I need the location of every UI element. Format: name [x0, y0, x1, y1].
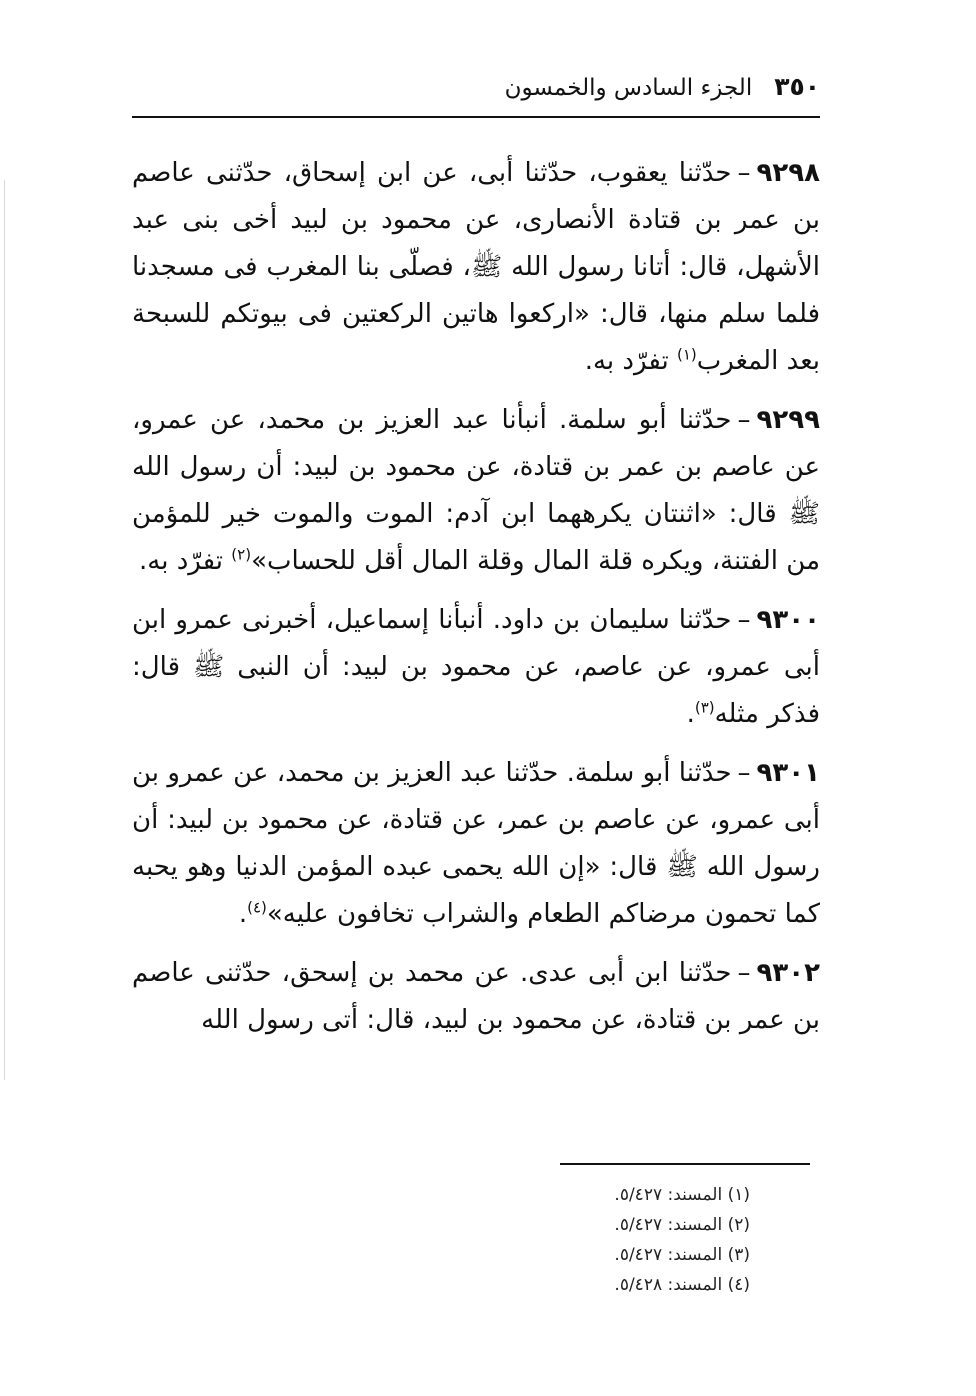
- footnote-reference[interactable]: (٢): [231, 545, 252, 564]
- dash-separator: –: [737, 758, 751, 788]
- footnote-item: (٣) المسند: ٥/٤٢٧.: [614, 1245, 750, 1265]
- hadith-closing: تفرّد به.: [139, 546, 232, 576]
- hadith-closing: .: [686, 699, 695, 729]
- footnote-reference[interactable]: (١): [676, 345, 697, 364]
- footnote-item: (١) المسند: ٥/٤٢٧.: [614, 1185, 750, 1205]
- hadith-text: حدّثنا ابن أبى عدى. عن محمد بن إسحق، حدّثنى عاصم بن عمر بن قتادة، عن محمود بن لبيد، قال: أتى رسول الله: [132, 958, 820, 1035]
- hadith-number: ٩٣٠٢: [756, 958, 820, 988]
- dash-separator: –: [737, 958, 751, 988]
- dash-separator: –: [737, 605, 751, 635]
- hadith-closing: .: [238, 899, 248, 929]
- hadith-9301: [132, 750, 820, 938]
- dash-separator: –: [737, 158, 751, 188]
- hadith-9298: [132, 150, 820, 385]
- page-header: [132, 72, 820, 112]
- running-title: الجزء السادس والخمسون: [504, 75, 753, 101]
- footnotes: [470, 1180, 750, 1300]
- footnote-reference[interactable]: (٤): [247, 898, 267, 917]
- page-number: ٣٥٠: [774, 72, 820, 101]
- hadith-9302: [132, 950, 820, 1044]
- hadith-number: ٩٣٠٠: [756, 605, 820, 635]
- dash-separator: –: [737, 405, 751, 435]
- hadith-number: ٩٣٠١: [756, 758, 820, 788]
- hadith-text: حدّثنا أبو سلمة. حدّثنا عبد العزيز بن محمد، عن عمرو بن أبى عمرو، عن عاصم بن عمر، عن قتادة، عن محمود بن لبيد: أن رسول الله ﷺ قال: «إن الله يحمى عبده المؤمن الدنيا وهو يحبه كما تحمون مرضاكم الطعام والشراب تخافون عليه»: [132, 758, 820, 929]
- hadith-text: حدّثنا يعقوب، حدّثنا أبى، عن ابن إسحاق، حدّثنى عاصم بن عمر بن قتادة الأنصارى، عن محمود بن لبيد أخى بنى عبد الأشهل، قال: أتانا رسول الله ﷺ، فصلّى بنا المغرب فى مسجدنا فلما سلم منها، قال: «اركعوا هاتين الركعتين فى بيوتكم للسبحة بعد المغرب: [132, 158, 820, 376]
- hadith-9299: [132, 397, 820, 585]
- footnote-reference[interactable]: (٣): [694, 698, 715, 717]
- footnote-item: (٤) المسند: ٥/٤٢٨.: [614, 1275, 750, 1295]
- hadith-closing: تفرّد به.: [584, 346, 677, 376]
- hadith-text: حدّثنا أبو سلمة. أنبأنا عبد العزيز بن محمد، عن عمرو، عن عاصم بن عمر بن قتادة، عن محمود بن لبيد: أن رسول الله ﷺ قال: «اثنتان يكرههما ابن آدم: الموت والموت خير للمؤمن من الفتنة، ويكره قلة المال وقلة المال أقل للحساب»: [132, 405, 820, 576]
- hadith-9300: [132, 597, 820, 738]
- hadith-number: ٩٢٩٩: [756, 405, 820, 435]
- main-text: [132, 150, 820, 1056]
- header-rule: [132, 116, 820, 118]
- hadith-text: حدّثنا سليمان بن داود. أنبأنا إسماعيل، أخبرنى عمرو ابن أبى عمرو، عن عاصم، عن محمود بن لبيد: أن النبى ﷺ قال: فذكر مثله: [132, 605, 820, 729]
- hadith-number: ٩٢٩٨: [756, 158, 820, 188]
- footnote-rule: [560, 1163, 810, 1165]
- scan-margin-line: [4, 180, 5, 1080]
- footnote-item: (٢) المسند: ٥/٤٢٧.: [614, 1215, 750, 1235]
